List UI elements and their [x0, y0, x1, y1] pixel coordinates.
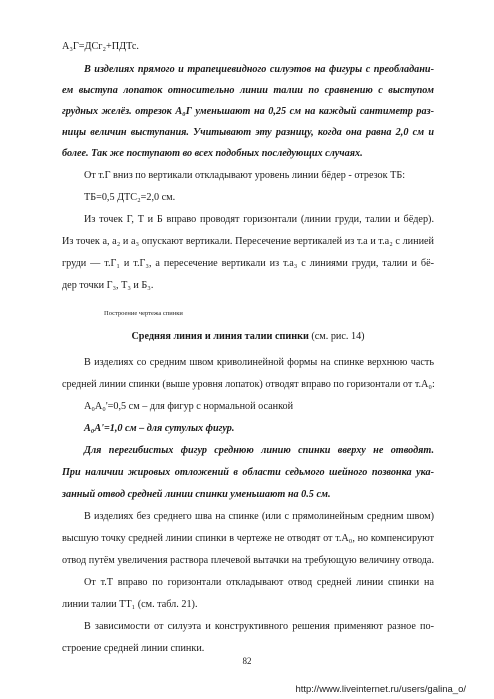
section-heading-title: Средняя линия и линия талии спинки [131, 331, 309, 342]
page-number: 82 [242, 656, 252, 666]
paragraph-line: В изделиях без среднего шва на спинке (или с прямолинейным средним швом) [84, 511, 434, 522]
figure-reference: (см. рис. 14) [311, 331, 365, 342]
note-paragraph-line: грудных желёз. отрезок А₀Г уменьшают на 0,25 см на каждый сантиметр раз- [62, 106, 434, 117]
formula-line: А₀А'=1,0 см – для сутулых фигур. [84, 423, 235, 434]
formula-line: А₃Г=ДСг₂+ПДТс. [62, 41, 139, 52]
paragraph-line: дер точки Г₃, Т₃ и Б₃. [62, 280, 154, 291]
paragraph-line: В зависимости от силуэта и конструктивного решения применяют разное по- [84, 621, 434, 632]
section-caption: Построение чертежа спинки [104, 310, 183, 317]
note-paragraph-line: В изделиях прямого и трапециевидного силуэтов на фигуры с преобладани- [84, 64, 434, 75]
note-paragraph-line: занный отвод средней линии спинки уменьшают на 0.5 см. [62, 489, 331, 500]
paragraph-line: линии талии ТТ₁ (см. табл. 21). [62, 599, 198, 610]
paragraph-line: высшую точку средней линии спинки в чертеже не отводят от т.А₀, но компенсируют [62, 533, 434, 544]
section-heading [62, 330, 434, 344]
formula-line: ТБ=0,5 ДТС₂=2,0 см. [84, 192, 176, 203]
note-paragraph-line: ницы величин выступания. Учитывают эту разницу, когда она равна 2,0 см и [62, 127, 434, 138]
footer-url: http://www.liveinternet.ru/users/galina_o/ [295, 684, 466, 695]
paragraph-line: Из точек а, а₂ и а₃ опускают вертикали. Пересечение вертикалей из т.а и т.а₂ с линией [62, 236, 434, 247]
paragraph-line: отвод путём увеличения раствора плечевой вытачки на требующую величину отвода. [62, 555, 434, 566]
paragraph-line: Из точек Г, Т и Б вправо проводят горизонтали (линии груди, талии и бёдер). [84, 214, 434, 225]
formula-line: А₀А₀'=0,5 см – для фигур с нормальной осанкой [84, 401, 294, 412]
paragraph-line: строение средней линии спинки. [62, 643, 205, 654]
paragraph-line: От т.Г вниз по вертикали откладывают уровень линии бёдер - отрезок ТБ: [84, 170, 406, 181]
note-paragraph-line: Для перегибистых фигур среднюю линию спинки вверху не отводят. [84, 445, 434, 456]
document-body [62, 40, 434, 656]
note-paragraph-line: При наличии жировых отложений в области седьмого шейного позвонка ука- [62, 467, 434, 478]
note-paragraph-line: более. Так же поступают во всех подобных последующих случаях. [62, 148, 363, 159]
paragraph-line: средней линии спинки (выше уровня лопаток) отводят вправо по горизонтали от т.А₀: [62, 379, 435, 390]
note-paragraph-line: ем выступа лопаток относительно линии талии по сравнению с выступом [62, 85, 434, 96]
paragraph-line: груди — т.Г₁ и т.Г₃, а пересечение вертикали из т.а₃ с линиями груди, талии и бё- [62, 258, 434, 269]
paragraph-line: От т.Т вправо по горизонтали откладывают отвод средней линии спинки на [84, 577, 434, 588]
paragraph-line: В изделиях со средним швом криволинейной формы на спинке верхнюю часть [84, 357, 434, 368]
